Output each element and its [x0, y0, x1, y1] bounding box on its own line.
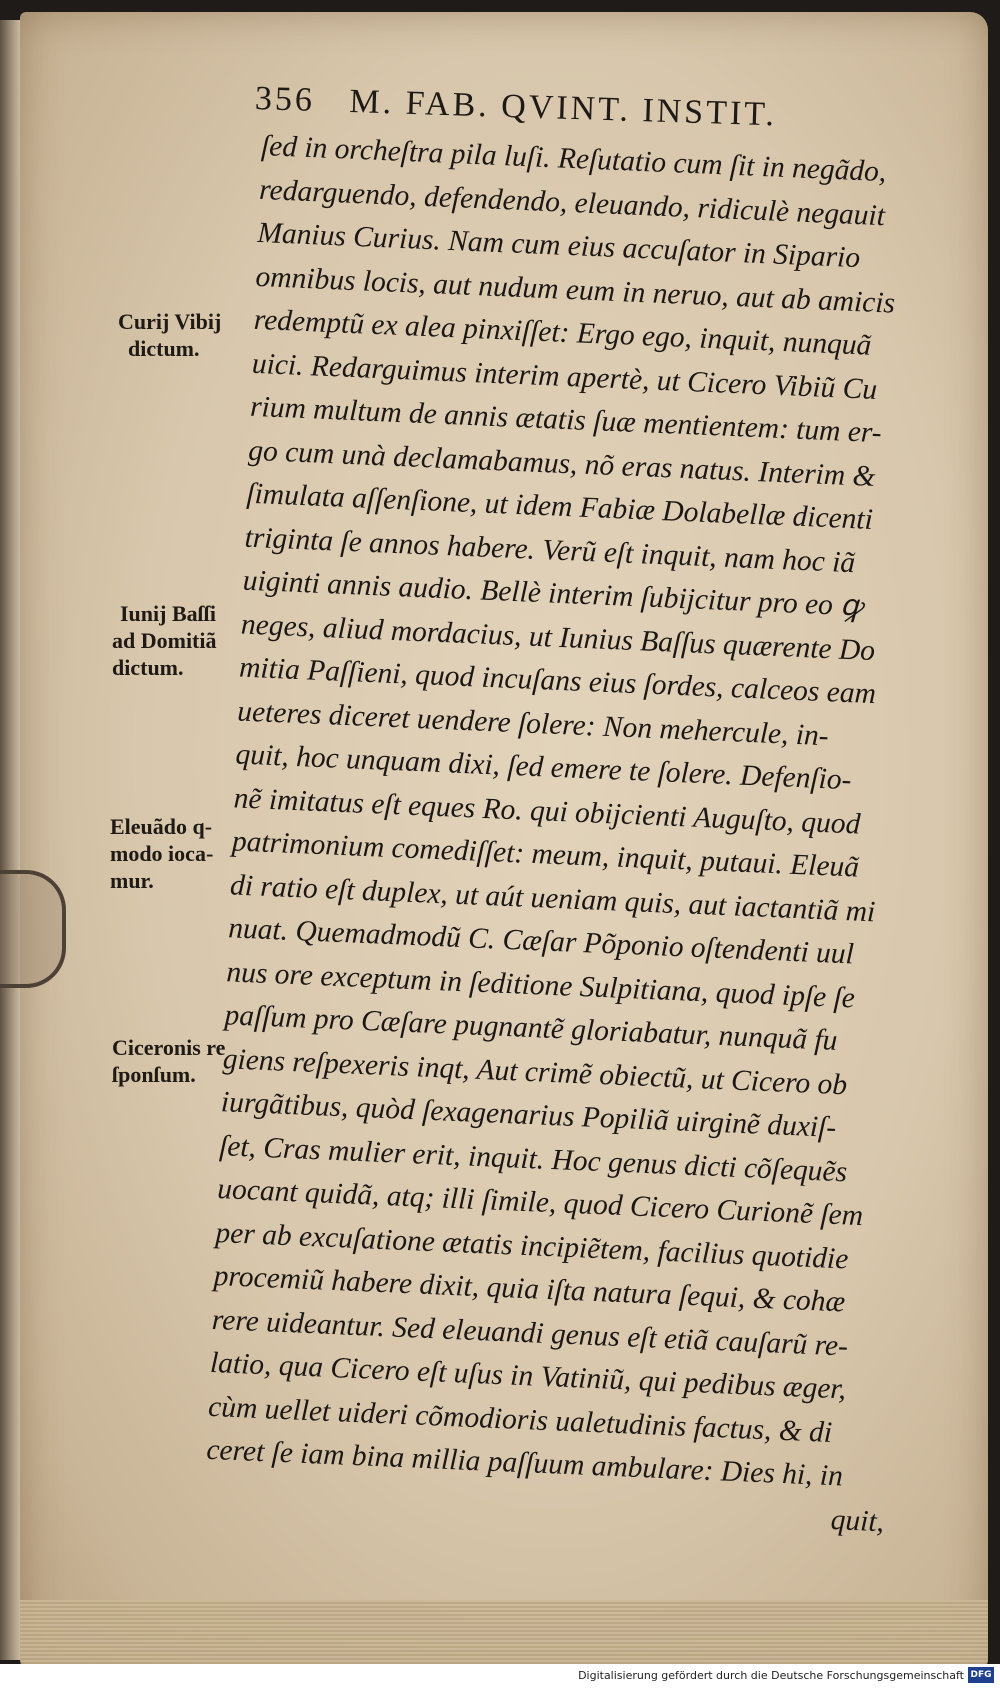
text-line: rere uideantur. Sed eleuandi genus eſt etiã cauſarũ re- [211, 1303, 849, 1363]
dfg-logo: DFG [968, 1667, 994, 1683]
footer-credit: Digitalisierung gefördert durch die Deutsche Forschungsgemeinschaft [578, 1669, 964, 1682]
text-line: redarguendo, defendendo, eleuando, ridiculè negauit [258, 173, 886, 232]
text-line: triginta ſe annos habere. Verũ eſt inquit, nam hoc iã [244, 521, 856, 579]
text-line: latio, qua Cicero eſt uſus in Vatiniũ, qui pedibus æger, [209, 1346, 847, 1406]
text-line: ſed in orcheſtra pila luſi. Reſutatio cum ſit in negãdo, [260, 129, 887, 189]
text-line: uocant quidã, atq; illi ſimile, quod Cicero Curionẽ ſem [216, 1173, 864, 1233]
text-line: quit, [830, 1503, 885, 1538]
text-line: redemptũ ex alea pinxiſſet: Ergo ego, inquit, nunquã [253, 303, 872, 362]
text-line: nuat. Quemadmodũ C. Cæſar Põponio oſtendenti uul [227, 912, 855, 971]
text-line: Manius Curius. Nam cum eius accuſator in Sipario [256, 216, 861, 275]
running-title: M. FAB. QVINT. INSTIT. [348, 82, 778, 134]
text-line: patrimonium comediſſet: meum, inquit, putaui. Eleuã [231, 825, 860, 884]
text-line: ſet, Cras mulier erit, inquit. Hoc genus dicti cõſequẽs [218, 1129, 848, 1188]
marginal-line: dictum. [128, 336, 200, 361]
marginal-line: Iunij Baſſi [120, 601, 216, 626]
text-line: ueteres diceret uendere ſolere: Non mehercule, in- [236, 694, 830, 752]
text-line: mitia Paſſieni, quod incuſans eius ſordes, calceos eam [238, 651, 877, 711]
text-line: iurgãtibus, quòd ſexagenarius Popiliã uirginẽ duxiſ- [220, 1086, 837, 1144]
marginal-line: Curij Vibij [118, 309, 222, 334]
marginal-line: Eleuãdo q- [110, 814, 213, 839]
text-line: per ab excuſatione ætatis incipiẽtem, facilius quotidie [214, 1216, 850, 1276]
text-line: neges, aliud mordacius, ut Iunius Baſſus quærente Do [240, 608, 876, 667]
text-line: procemiũ habere dixit, quia iſta natura ſequi, & cohæ [213, 1260, 846, 1319]
text-line: nus ore exceptum in ſeditione Sulpitiana, quod ipſe ſe [225, 955, 856, 1015]
marginal-note-ciceronis [112, 1034, 225, 1088]
text-line: ceret ſe iam bina millia paſſuum ambulare: Dies hi, in [205, 1433, 844, 1493]
marginal-line: ſponſum. [112, 1062, 196, 1087]
text-line: rium multum de annis ætatis ſuæ mentientem: tum er- [249, 390, 883, 450]
marginal-line: dictum. [112, 655, 184, 680]
text-line: uici. Redarguimus interim apertè, ut Cicero Vibiũ Cu [251, 347, 878, 406]
text-line: giens reſpexeris inqt, Aut crimẽ obiectũ, ut Cicero ob [222, 1042, 848, 1101]
text-line: go cum unà declamabamus, nõ eras natus. Interim & [247, 434, 877, 493]
marginal-note-eleuando [110, 813, 213, 894]
marginal-line: Ciceronis re [112, 1035, 226, 1060]
marginal-line: modo ioca- [110, 841, 214, 866]
marginal-line: ad Domitiã [112, 628, 217, 653]
marginal-line: mur. [110, 868, 154, 893]
body-text [204, 125, 942, 1544]
text-line: nẽ imitatus eſt eques Ro. qui obijcienti Auguſto, quod [233, 781, 861, 841]
text-line: cùm uellet uideri cõmodioris ualetudinis factus, & di [207, 1390, 833, 1449]
marginal-note-curii [118, 308, 221, 362]
page-number: 356 [254, 80, 316, 119]
text-line: ſimulata aſſenſione, ut idem Fabiæ Dolabellæ dicenti [245, 477, 874, 536]
page-stack-edges [20, 1600, 988, 1670]
text-line: paſſum pro Cæſare pugnantẽ gloriabatur, nunquã fu [224, 999, 839, 1057]
text-line: uiginti annis audio. Bellè interim ſubijcitur pro eo ꝙ [242, 564, 864, 623]
text-line: quit, hoc unquam dixi, ſed emere te ſolere. Defenſio- [234, 738, 853, 797]
text-line: di ratio eſt duplex, ut aút ueniam quis, aut iactantiã mi [229, 868, 876, 928]
marginal-note-iunii [112, 600, 217, 681]
book-clasp [0, 870, 66, 988]
text-line: omnibus locis, aut nudum eum in neruo, aut ab amicis [254, 260, 896, 320]
